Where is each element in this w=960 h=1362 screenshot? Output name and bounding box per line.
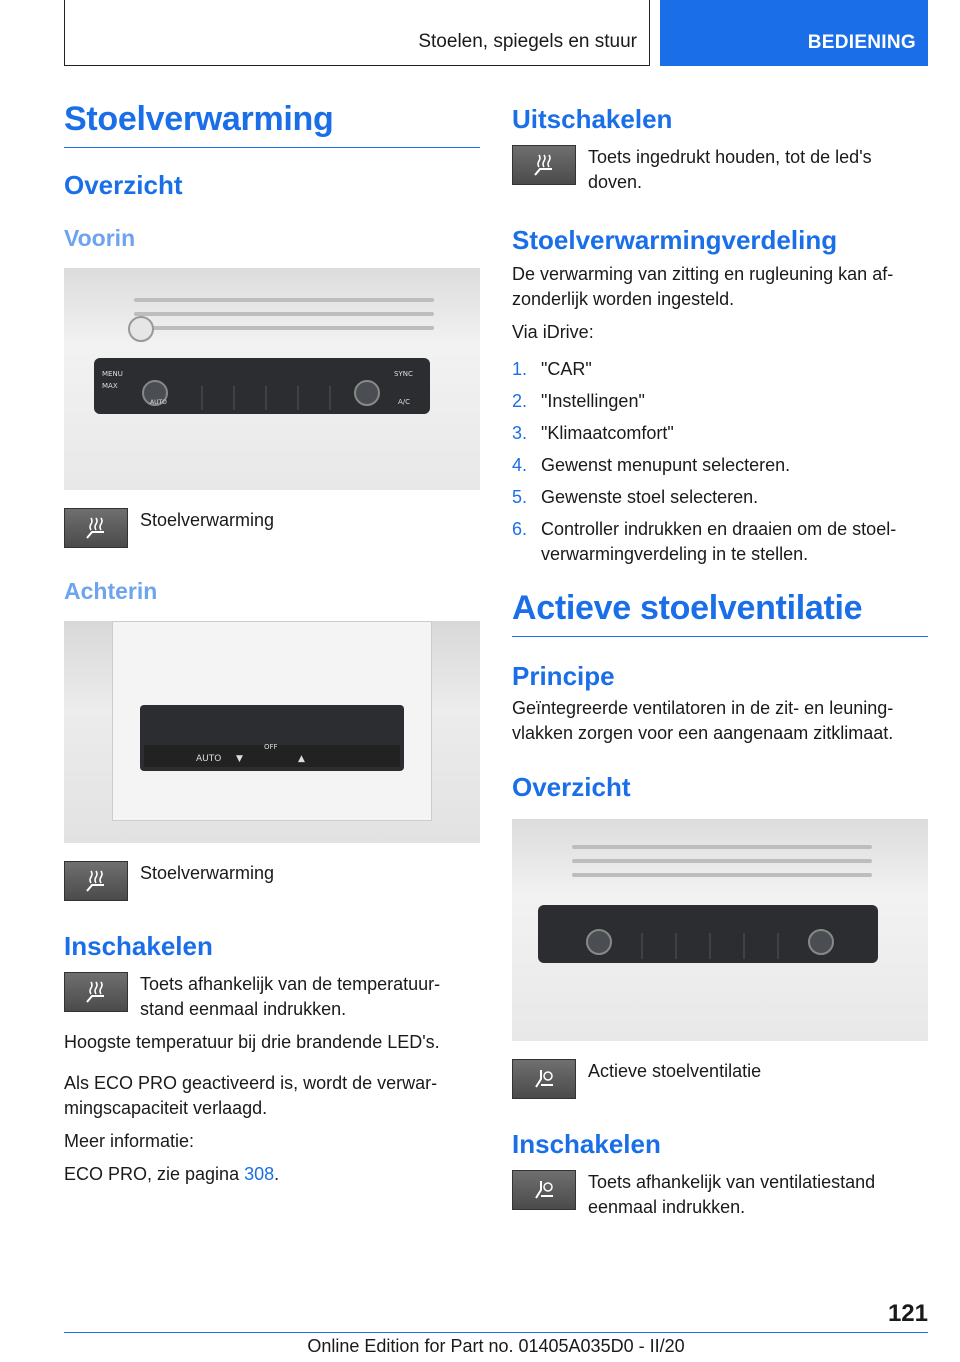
- idrive-label: Via iDrive:: [512, 322, 594, 342]
- overzicht-heading: Overzicht: [64, 170, 183, 200]
- section-tab: [64, 0, 650, 66]
- sync-label: SYNC: [394, 370, 413, 378]
- rear-off-label: OFF: [264, 743, 278, 751]
- list-item: 3. "Klimaatcomfort": [512, 423, 674, 443]
- page-number: 121: [887, 1300, 928, 1327]
- paragraph-more-info: Meer informatie:: [64, 1131, 195, 1151]
- page-link-308[interactable]: 308: [244, 1164, 275, 1184]
- edition-text: Online Edition for Part no. 01405A035D0 - II/20: [307, 1336, 685, 1356]
- voorin-heading: Voorin: [64, 225, 136, 251]
- page-header: [64, 0, 928, 66]
- uitschakelen-text: Toets ingedrukt houden, tot de led's doven.: [588, 147, 872, 192]
- seat-heating-icon: [64, 508, 128, 548]
- list-item: 6. Controller indrukken en draaien om de stoel-verwarmingverdeling in te stellen.: [512, 519, 897, 564]
- principe-heading: Principe: [512, 661, 615, 691]
- footer-divider: [64, 1332, 928, 1333]
- seat-heating-icon: [64, 972, 128, 1012]
- ac-label: A/C: [398, 398, 411, 406]
- voorin-caption: Stoelverwarming: [140, 510, 275, 530]
- inschakelen-ventilatie-heading: Inschakelen: [512, 1129, 661, 1159]
- principe-text: Geïntegreerde ventilatoren in de zit- en leuning-vlakken zorgen voor een aangenaam zitklimaat.: [512, 698, 894, 743]
- inschakelen-ventilatie-text: Toets afhankelijk van ventilatiestand eenmaal indrukken.: [588, 1172, 876, 1217]
- seat-ventilation-icon: [512, 1170, 576, 1210]
- paragraph-max-temp: Hoogste temperatuur bij drie brandende LED's.: [64, 1032, 440, 1052]
- verdeling-heading: Stoelverwarmingverdeling: [512, 225, 838, 255]
- list-item: 1. "CAR": [512, 359, 592, 379]
- left-column: [64, 100, 480, 1187]
- seat-heating-icon: [512, 145, 576, 185]
- inschakelen-heading: Inschakelen: [64, 931, 213, 961]
- paragraph-eco-pro: Als ECO PRO geactiveerd is, wordt de verwar-mingscapaciteit verlaagd.: [64, 1073, 438, 1118]
- svg-text:▲: ▲: [298, 754, 305, 764]
- inschakelen-ventilatie-item: [512, 1170, 928, 1220]
- seat-ventilation-icon: [512, 1059, 576, 1099]
- achterin-heading: Achterin: [64, 578, 158, 604]
- menu-label: MENU: [102, 370, 123, 378]
- uitschakelen-heading: Uitschakelen: [512, 104, 673, 134]
- inschakelen-text: Toets afhankelijk van de temperatuur-stand eenmaal indrukken.: [140, 974, 441, 1019]
- ventilatie-heading: Actieve stoelventilatie: [512, 589, 928, 637]
- rear-climate-panel-photo: [64, 621, 480, 843]
- paragraph-reference: ECO PRO, zie pagina 308.: [64, 1164, 280, 1184]
- chapter-tab: [660, 0, 928, 66]
- uitschakelen-item: [512, 145, 928, 195]
- main-heading: Stoelverwarming: [64, 100, 480, 148]
- idrive-steps: [512, 357, 928, 567]
- overzicht-ventilatie-heading: Overzicht: [512, 772, 631, 802]
- rear-seat-heating-item: [64, 861, 480, 901]
- inschakelen-item: [64, 972, 480, 1022]
- front-climate-panel-photo: [64, 268, 480, 490]
- list-item: 4. Gewenst menupunt selecteren.: [512, 455, 791, 475]
- verdeling-text: De verwarming van zitting en rugleuning kan af-zonderlijk worden ingesteld.: [512, 264, 894, 309]
- chapter-title: BEDIENING: [807, 32, 916, 53]
- max-label: MAX: [102, 382, 118, 390]
- list-item: 5. Gewenste stoel selecteren.: [512, 487, 759, 507]
- front-seat-heating-item: [64, 508, 480, 548]
- section-title: Stoelen, spiegels en stuur: [418, 31, 637, 52]
- ventilation-item: [512, 1059, 928, 1099]
- list-item: 2. "Instellingen": [512, 391, 645, 411]
- auto-label: AUTO: [150, 399, 167, 406]
- seat-heating-icon: [64, 861, 128, 901]
- right-column: [512, 100, 928, 1220]
- rear-auto-label: AUTO: [196, 754, 222, 764]
- achterin-caption: Stoelverwarming: [140, 863, 275, 883]
- svg-text:▼: ▼: [236, 754, 243, 764]
- ventilation-panel-photo: [512, 819, 928, 1041]
- ventilatie-caption: Actieve stoelventilatie: [588, 1061, 762, 1081]
